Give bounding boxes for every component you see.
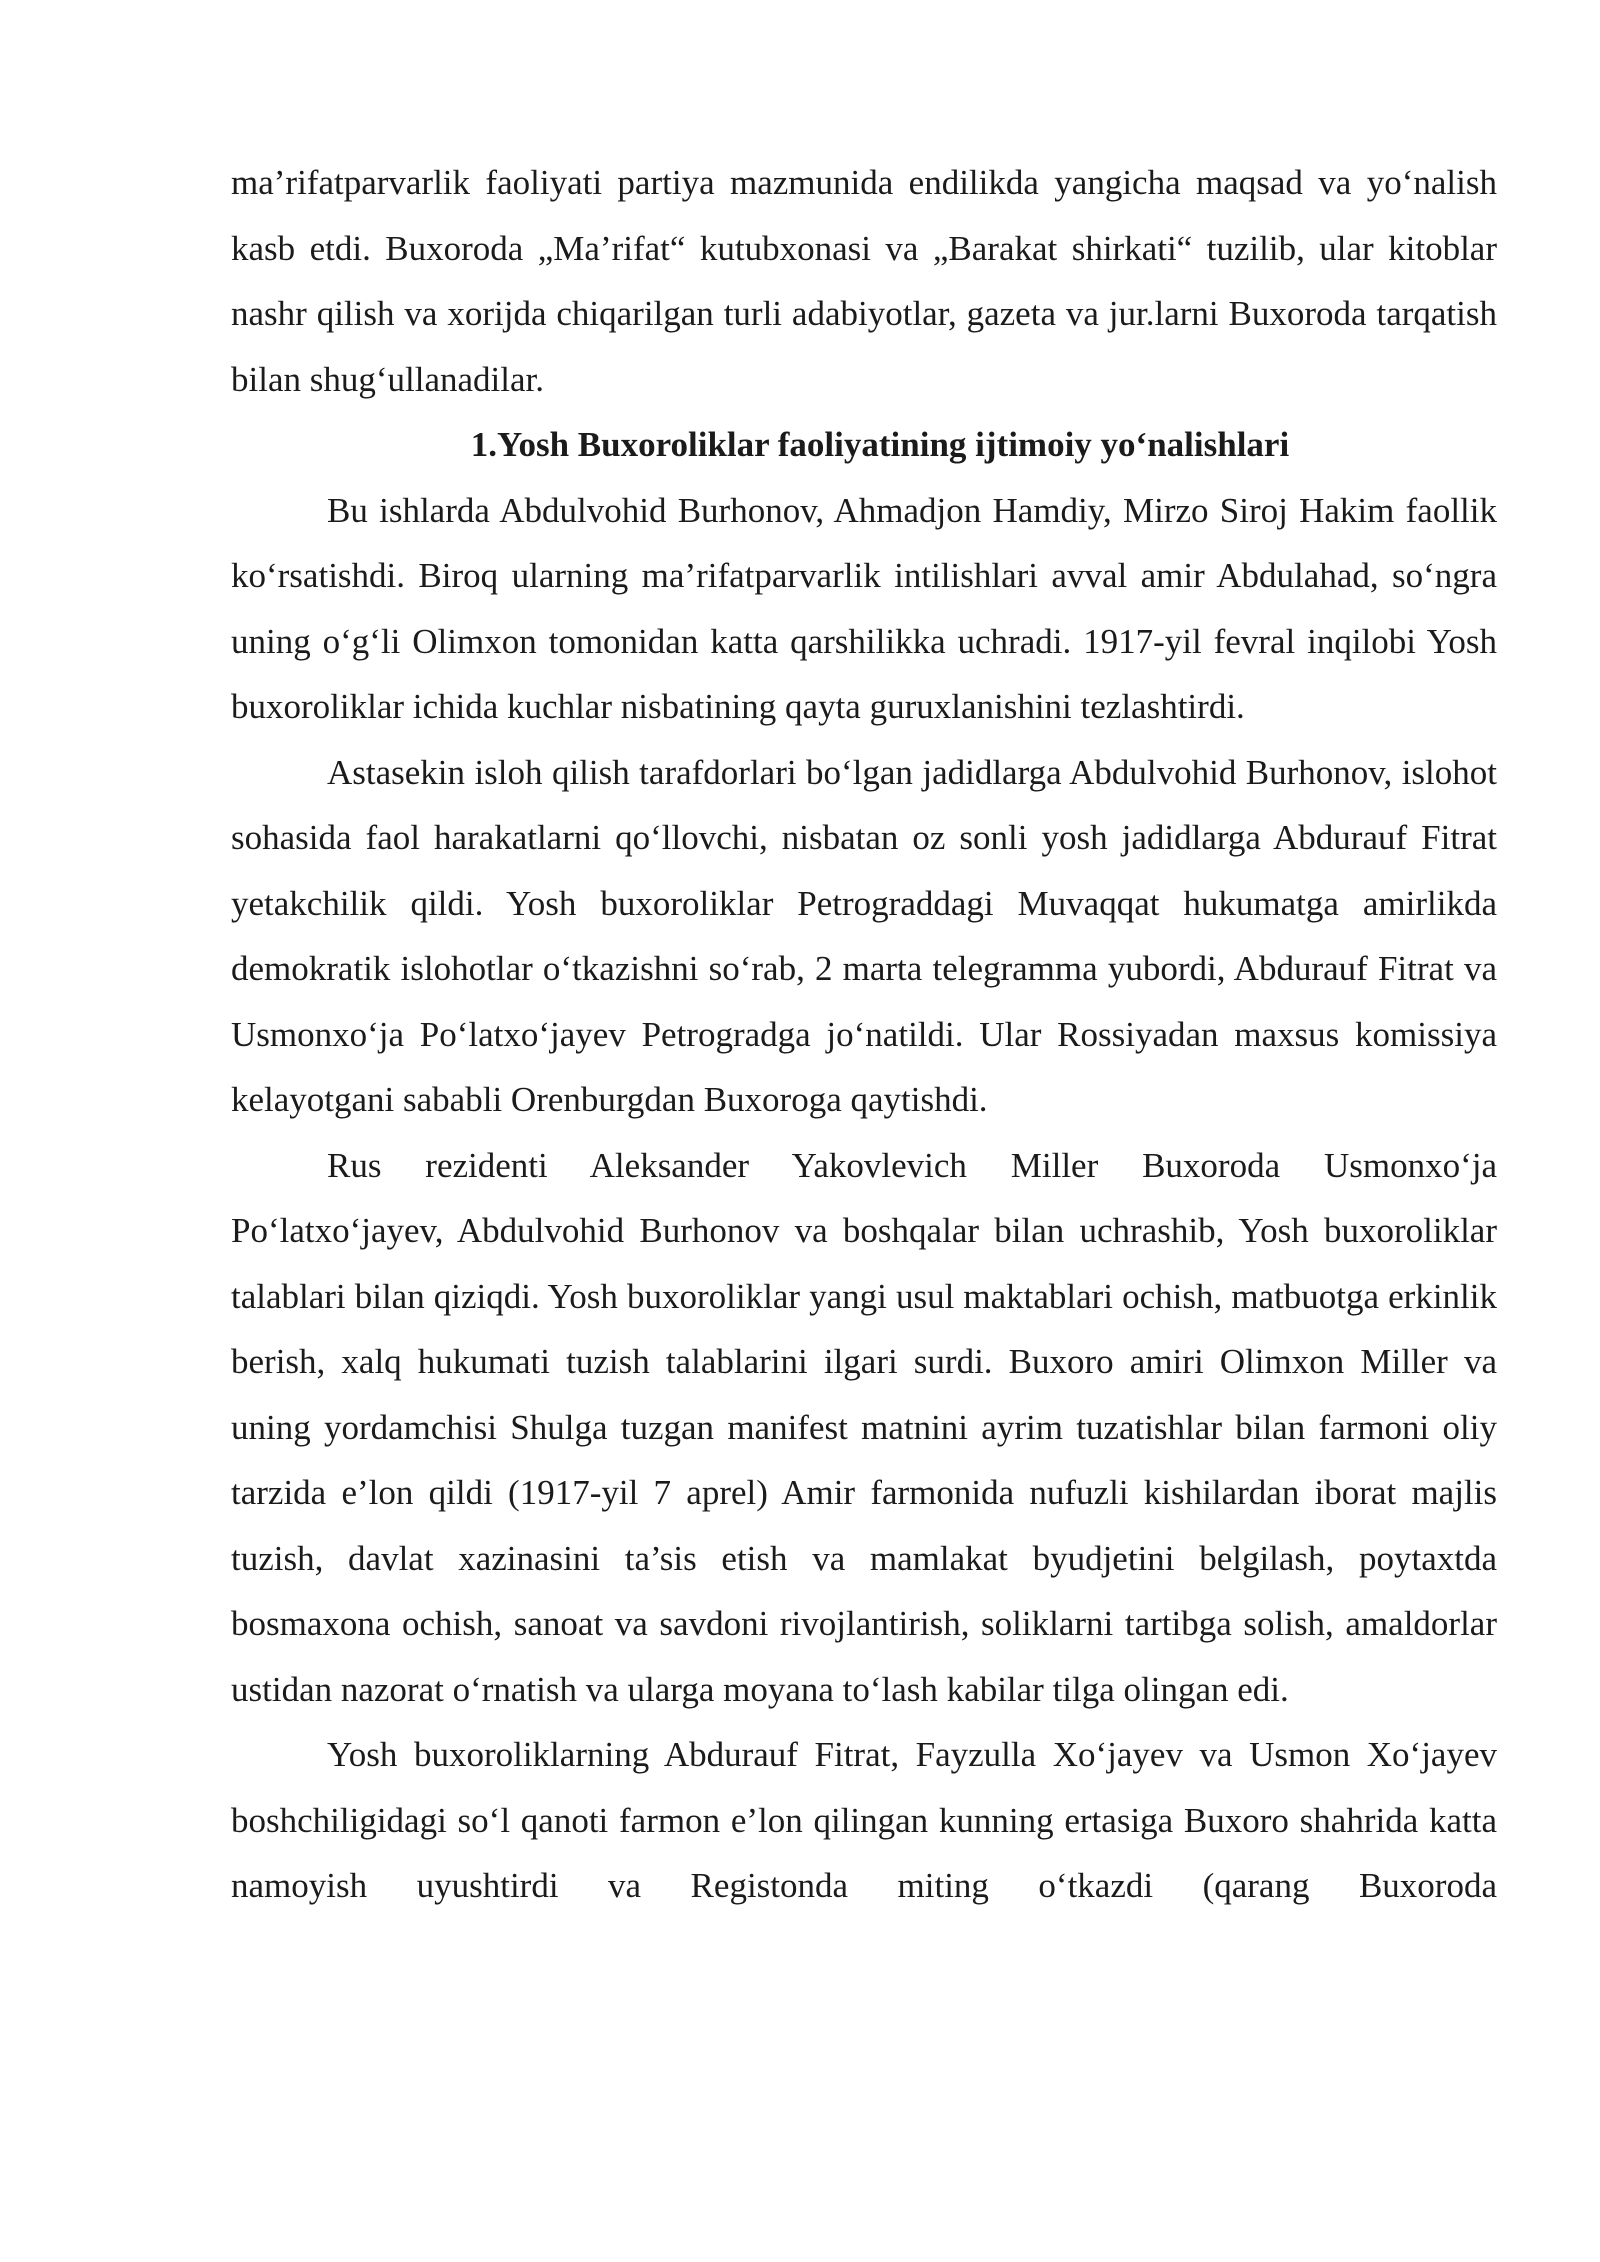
document-body bbox=[231, 150, 1497, 1919]
paragraph-reform-leaders: Astasekin isloh qilish tarafdorlari bo‘lgan jadidlarga Abdulvohid Burhonov, islohot sohasida faol harakatlarni qo‘llovchi, nisbatan oz sonli yosh jadidlarga Abdurauf Fitrat yetakchilik qildi. Yosh buxoroliklar Petrograddagi Muvaqqat hukumatga amirlikda demokratik islohotlar o‘tkazishni so‘rab, 2 marta telegramma yubordi, Abdurauf Fitrat va Usmonxo‘ja Po‘latxo‘jayev Petrogradga jo‘natildi. Ular Rossiyadan maxsus komissiya kelayotgani sababli Orenburgdan Buxoroga qaytishdi. bbox=[231, 752, 1497, 1119]
paragraph-miller-manifest: Rus rezidenti Aleksander Yakovlevich Miller Buxoroda Usmonxo‘ja Po‘latxo‘jayev, Abdulvohid Burhonov va boshqalar bilan uchrashib, Yosh buxoroliklar talablari bilan qiziqdi. Yosh buxoroliklar yangi usul maktablari ochish, matbuotga erkinlik berish, xalq hukumati tuzish talablarini ilgari surdi. Buxoro amiri Olimxon Miller va uning yordamchisi Shulga tuzgan manifest matnini ayrim tuzatishlar bilan farmoni oliy tarzida e’lon qildi (1917-yil 7 aprel) Amir farmonida nufuzli kishilardan iborat majlis tuzish, davlat xazinasini ta’sis etish va mamlakat byudjetini belgilash, poytaxtda bosmaxona ochish, sanoat va savdoni rivojlantirish, soliklarni tartibga solish, amaldorlar ustidan nazorat o‘rnatish va ularga moyana to‘lash kabilar tilga olingan edi. bbox=[231, 1145, 1497, 1709]
section-heading: 1.Yosh Buxoroliklar faoliyatining ijtimoiy yo‘nalishlari bbox=[470, 425, 1290, 464]
paragraph-continued: ma’rifatparvarlik faoliyati partiya mazmunida endilikda yangicha maqsad va yo‘nalish kasb etdi. Buxoroda „Ma’rifat“ kutubxonasi va „Barakat shirkati“ tuzilib, ular kitoblar nashr qilish va xorijda chiqarilgan turli adabiyotlar, gazeta va jur.larni Buxoroda tarqatish bilan shug‘ullanadilar. bbox=[231, 163, 1497, 399]
paragraph-activists: Bu ishlarda Abdulvohid Burhonov, Ahmadjon Hamdiy, Mirzo Siroj Hakim faollik ko‘rsatishdi. Biroq ularning ma’rifatparvarlik intilishlari avval amir Abdulahad, so‘ngra uning o‘g‘li Olimxon tomonidan katta qarshilikka uchradi. 1917-yil fevral inqilobi Yosh buxoroliklar ichida kuchlar nisbatining qayta guruxlanishini tezlashtirdi. bbox=[231, 490, 1497, 726]
paragraph-demonstration: Yosh buxoroliklarning Abdurauf Fitrat, Fayzulla Xo‘jayev va Usmon Xo‘jayev boshchiligidagi so‘l qanoti farmon e’lon qilingan kunning ertasiga Buxoro shahrida katta namoyish uyushtirdi va Registonda miting o‘tkazdi (qarang Buxoroda bbox=[231, 1735, 1497, 1905]
